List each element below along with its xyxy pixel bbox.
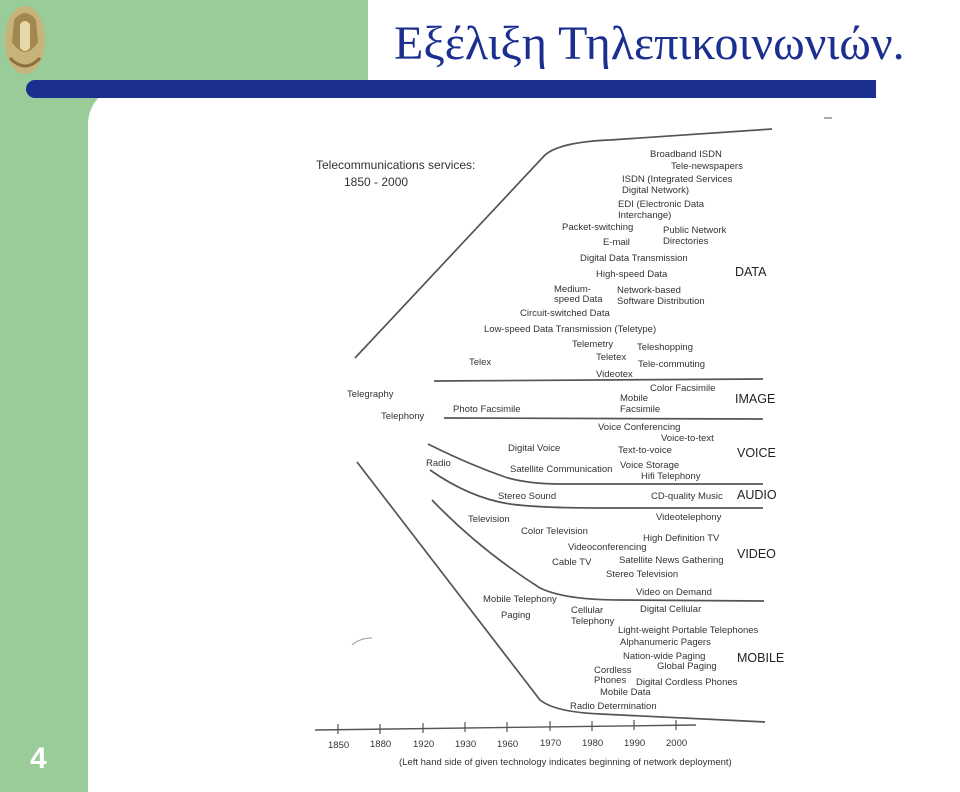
data-label: Telex <box>469 357 492 368</box>
data-label: EDI (Electronic Data <box>618 199 705 210</box>
voice-label: Voice-to-text <box>661 433 714 444</box>
mobile-label: Light-weight Portable Telephones <box>618 625 759 636</box>
data-label: Interchange) <box>618 210 672 221</box>
diagram-header-line2: 1850 - 2000 <box>344 175 409 189</box>
mobile-label: Global Paging <box>657 661 717 672</box>
data-label: Medium- <box>554 284 591 295</box>
video-label: Satellite News Gathering <box>619 555 724 566</box>
mobile-label: Radio Determination <box>570 701 657 712</box>
mobile-label: Phones <box>594 675 627 686</box>
diagram-header-line1: Telecommunications services: <box>316 158 476 172</box>
audio-label: Stereo Sound <box>498 491 557 502</box>
video-label: High Definition TV <box>643 533 720 544</box>
data-label: High-speed Data <box>596 269 668 280</box>
year-tick-label: 1990 <box>624 738 646 749</box>
timeline-ticks <box>338 720 676 734</box>
mobile-label: Telephony <box>571 616 615 627</box>
category-data: DATA <box>735 265 767 279</box>
data-label: E-mail <box>603 237 630 248</box>
year-tick-label: 1980 <box>582 738 604 749</box>
timeline-axis <box>315 725 696 730</box>
data-label: Broadband ISDN <box>650 149 722 160</box>
data-label: Teleshopping <box>637 342 693 353</box>
origin-telegraphy: Telegraphy <box>347 389 394 400</box>
data-label: Tele-newspapers <box>671 161 743 172</box>
image-label: Facsimile <box>620 404 661 415</box>
mobile-label: Mobile Telephony <box>483 594 557 605</box>
audio-curve <box>430 470 763 508</box>
mobile-label: Cellular <box>571 605 604 616</box>
video-label: Cable TV <box>552 557 592 568</box>
mobile-label: Digital Cellular <box>640 604 702 615</box>
data-label: Packet-switching <box>562 222 634 233</box>
mobile-label: Cordless <box>594 665 632 676</box>
voice-label: Digital Voice <box>508 443 561 454</box>
mobile-label: Mobile Data <box>600 687 651 698</box>
image-label: Mobile <box>620 393 648 404</box>
video-label: Stereo Television <box>606 569 679 580</box>
year-tick-label: 1960 <box>497 739 519 750</box>
year-tick-label: 1920 <box>413 739 435 750</box>
category-audio: AUDIO <box>737 488 777 502</box>
data-label: Telemetry <box>572 339 614 350</box>
data-label: Videotex <box>596 369 633 380</box>
data-label: Digital Network) <box>622 185 690 196</box>
scan-mark <box>352 638 372 645</box>
category-voice: VOICE <box>737 446 776 460</box>
voice-label: Text-to-voice <box>618 445 672 456</box>
voice-label: Voice Conferencing <box>598 422 681 433</box>
voice-line <box>444 418 763 419</box>
category-image: IMAGE <box>735 392 776 406</box>
year-tick-label: 1850 <box>328 740 350 751</box>
voice-label: Hifi Telephony <box>641 471 701 482</box>
year-tick-label: 1930 <box>455 739 477 750</box>
data-label: Directories <box>663 236 709 247</box>
data-label: Tele-commuting <box>638 359 706 370</box>
voice-label: Voice Storage <box>620 460 680 471</box>
page-number: 4 <box>30 742 47 775</box>
video-label: Videoconferencing <box>568 542 647 553</box>
year-tick-label: 1880 <box>370 739 392 750</box>
category-video: VIDEO <box>737 547 776 561</box>
mobile-label: Alphanumeric Pagers <box>620 637 711 648</box>
video-label: Video on Demand <box>636 587 712 598</box>
origin-telephony: Telephony <box>381 411 425 422</box>
year-tick-label: 2000 <box>666 738 688 749</box>
data-label: Public Network <box>663 225 727 236</box>
data-label: speed Data <box>554 294 603 305</box>
audio-label: CD-quality Music <box>651 491 723 502</box>
data-label: Teletex <box>596 352 627 363</box>
image-label: Color Facsimile <box>650 383 716 394</box>
video-label: Videotelephony <box>656 512 722 523</box>
mobile-label: Nation-wide Paging <box>623 651 706 662</box>
image-label: Photo Facsimile <box>453 404 521 415</box>
mobile-label: Digital Cordless Phones <box>636 677 738 688</box>
origin-radio: Radio <box>426 458 451 469</box>
data-label: Network-based <box>617 285 681 296</box>
data-label: Software Distribution <box>617 296 705 307</box>
voice-label: Satellite Communication <box>510 464 613 475</box>
year-tick-label: 1970 <box>540 738 562 749</box>
video-label: Television <box>468 514 510 525</box>
timeline-footnote: (Left hand side of given technology indicates beginning of network deployment) <box>399 757 732 768</box>
mobile-label: Paging <box>501 610 531 621</box>
video-label: Color Television <box>521 526 588 537</box>
category-mobile: MOBILE <box>737 651 785 665</box>
data-label: Low-speed Data Transmission (Teletype) <box>484 324 657 335</box>
data-label: Circuit-switched Data <box>520 308 610 319</box>
data-label: Digital Data Transmission <box>580 253 688 264</box>
slide-title: Εξέλιξη Τηλεπικοινωνιών. <box>394 17 905 70</box>
data-label: ISDN (Integrated Services <box>622 174 733 185</box>
